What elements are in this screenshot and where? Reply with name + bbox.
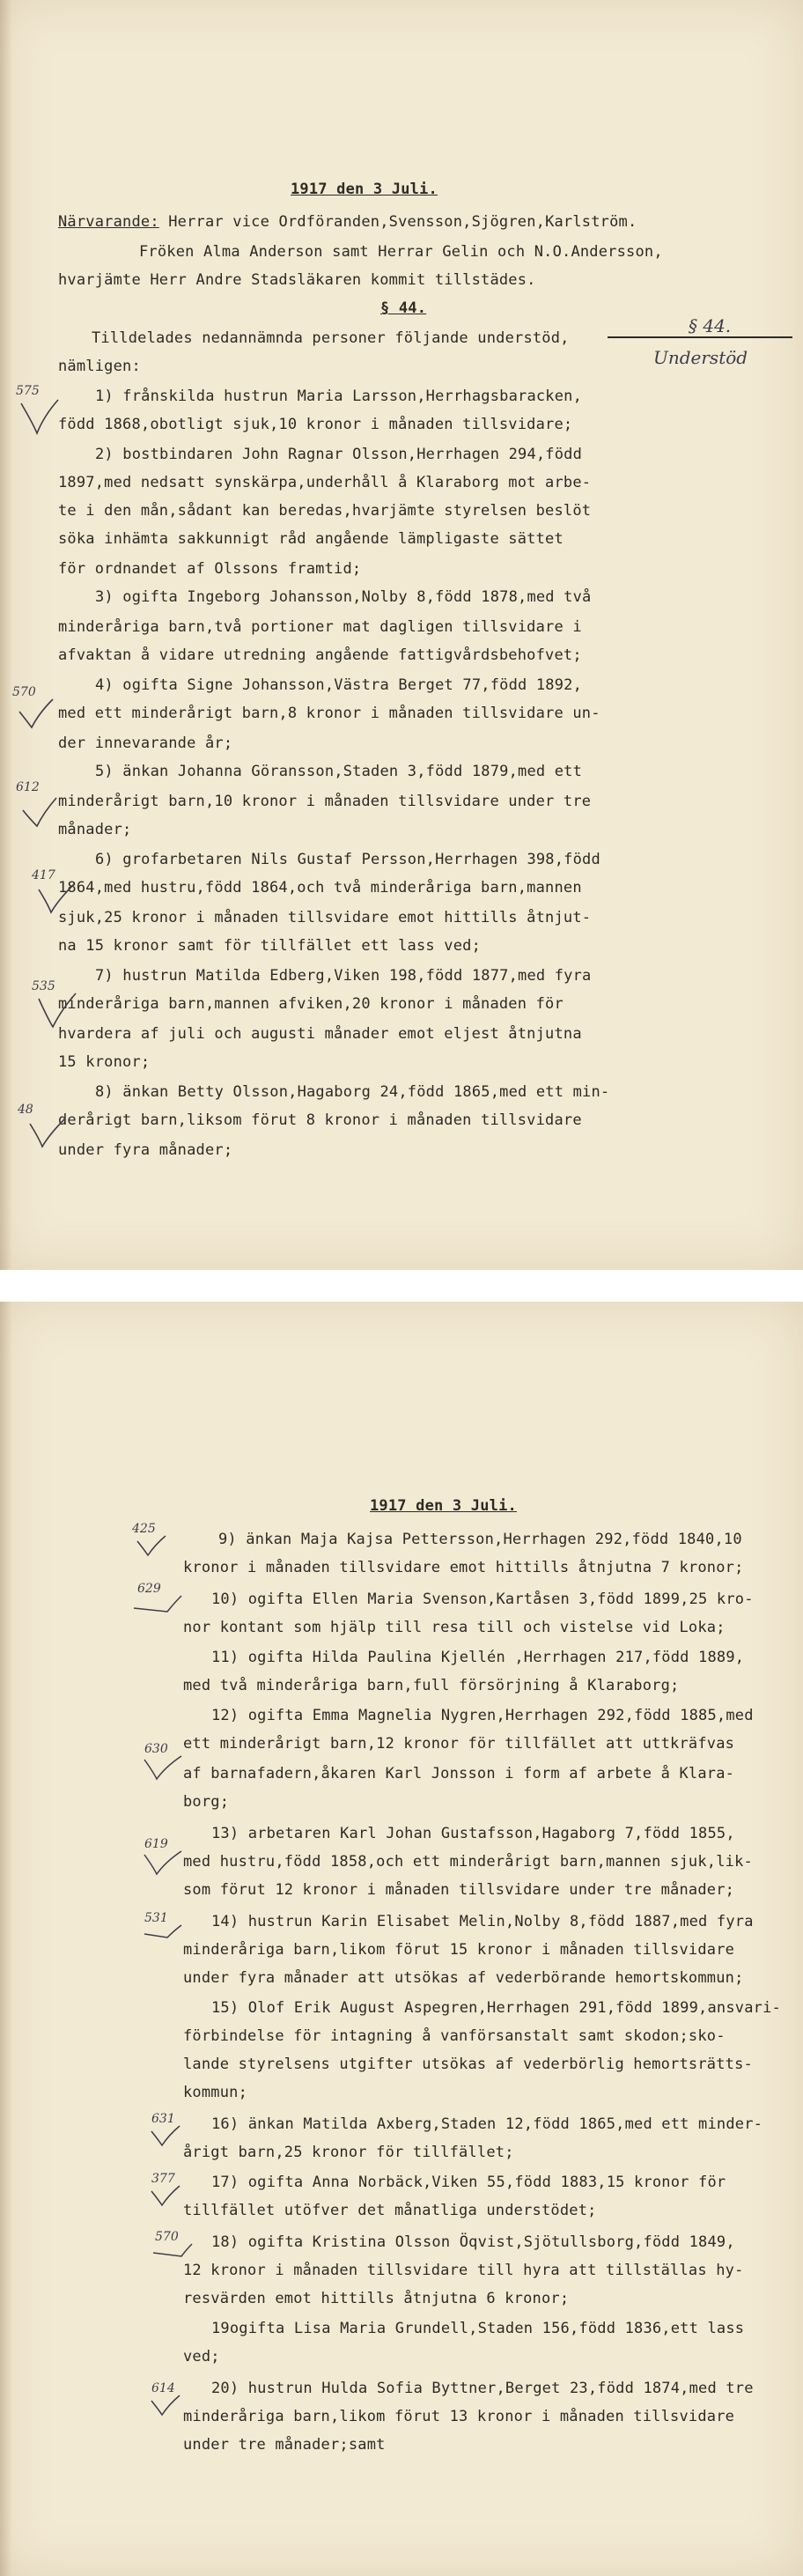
text-line: under fyra månader;: [58, 1141, 233, 1159]
narvarande-label: Närvarande:: [58, 213, 159, 231]
date-header: 1917 den 3 Juli.: [370, 1497, 517, 1515]
margin-case-number: 531: [144, 1911, 168, 1925]
text-line: 20) hustrun Hulda Sofia Byttner,Berget 23,född 1874,med tre: [211, 2380, 754, 2397]
margin-case-number: 629: [137, 1582, 161, 1596]
text-line: 15) Olof Erik August Aspegren,Herrhagen 291,född 1899,ansvari-: [211, 1999, 781, 2017]
check-mark-icon: [35, 881, 79, 916]
text-line: minderåriga barn,likom förut 15 kronor i månaden tillsvidare: [183, 1941, 735, 1959]
text-line: minderårigt barn,10 kronor i månaden tillsvidare under tre: [58, 793, 592, 810]
text-line: hvardera af juli och augusti månader emot eljest åtnjutna: [58, 1025, 582, 1043]
text-line: 18) ogifta Kristina Olsson Öqvist,Sjötullsborg,född 1849,: [211, 2233, 735, 2251]
text-line: 2) bostbindaren John Ragnar Olsson,Herrhagen 294,född: [95, 446, 583, 463]
text-line: nämligen:: [58, 358, 141, 375]
check-mark-icon: [148, 2392, 183, 2418]
check-mark-icon: [141, 1922, 185, 1952]
check-mark-icon: [141, 1753, 185, 1783]
check-mark-icon: [35, 992, 79, 1030]
text-line: ved;: [183, 2348, 220, 2366]
text-line: 16) änkan Matilda Axberg,Staden 12,född 1865,med ett minder-: [211, 2115, 763, 2133]
text-line: kommun;: [183, 2084, 248, 2101]
text-line: söka inhämta sakkunnigt råd angående lämpligaste sättet: [58, 530, 564, 548]
check-mark-icon: [132, 1592, 185, 1619]
check-mark-icon: [141, 1848, 185, 1878]
text-line: Tilldelades nedannämnda personer följande understöd,: [92, 329, 570, 347]
text-line: ett minderårigt barn,12 kronor för tillfället att uttkräfvas: [183, 1735, 735, 1753]
text-line: 17) ogifta Anna Norbäck,Viken 55,född 1883,15 kronor för: [211, 2174, 726, 2191]
margin-case-number: 535: [32, 979, 55, 993]
text-line: nor kontant som hjälp till resa till och vistelse vid Loka;: [183, 1619, 726, 1636]
margin-case-number: 425: [132, 1522, 156, 1536]
text-line: minderåriga barn,två portioner mat dagligen tillsvidare i: [58, 618, 582, 636]
text-line: under tre månader;samt: [183, 2436, 386, 2454]
attendance-text: Herrar vice Ordföranden,Svensson,Sjögren,Karlström.: [168, 213, 637, 231]
text-line: resvärden emot hittills åtnjutna 6 kronor;: [183, 2290, 570, 2307]
margin-case-number: 630: [144, 1742, 168, 1756]
text-line: född 1868,obotligt sjuk,10 kronor i månaden tillsvidare;: [58, 416, 573, 433]
check-mark-icon: [134, 1532, 169, 1559]
text-line: minderåriga barn,mannen afviken,20 kronor i månaden för: [58, 995, 564, 1013]
text-line: förbindelse för intagning å vanförsanstalt samt skodon;sko-: [183, 2027, 726, 2045]
text-line: lande styrelsens utgifter utsökas af vederbörlig hemortsrätts-: [183, 2056, 753, 2073]
text-line: 7) hustrun Matilda Edberg,Viken 198,född 1877,med fyra: [95, 967, 592, 985]
text-line: derårigt barn,liksom förut 8 kronor i månaden tillsvidare: [58, 1111, 582, 1129]
check-mark-icon: [18, 794, 62, 830]
text-line: 4) ogifta Signe Johansson,Västra Berget 77,född 1892,: [95, 676, 583, 694]
margin-case-number: 570: [155, 2230, 179, 2244]
attendance-line-2: Fröken Alma Anderson samt Herrar Gelin och N.O.Andersson,: [139, 243, 663, 261]
text-line: 15 kronor;: [58, 1053, 151, 1071]
text-line: 6) grofarbetaren Nils Gustaf Persson,Herrhagen 398,född: [95, 851, 600, 868]
text-line: minderåriga barn,likom förut 13 kronor i månaden tillsvidare: [183, 2408, 735, 2425]
text-line: 9) änkan Maja Kajsa Pettersson,Herrhagen 292,född 1840,10: [218, 1531, 742, 1548]
text-line: 11) ogifta Hilda Paulina Kjellén ,Herrhagen 217,född 1889,: [211, 1649, 745, 1666]
check-mark-icon: [18, 398, 62, 437]
margin-case-number: 575: [16, 384, 40, 398]
text-line: 3) ogifta Ingeborg Johansson,Nolby 8,född 1878,med två: [95, 588, 592, 606]
text-line: 8) änkan Betty Olsson,Hagaborg 24,född 1865,med ett min-: [95, 1083, 610, 1101]
text-line: 12 kronor i månaden tillsvidare till hyra att tillställas hy-: [183, 2262, 744, 2279]
margin-rule: [608, 336, 792, 338]
text-line: under fyra månader att utsökas af vederbörande hemortskommun;: [183, 1969, 744, 1987]
text-line: sjuk,25 kronor i månaden tillsvidare emot hittills åtnjut-: [58, 909, 592, 926]
margin-case-number: 417: [32, 868, 55, 882]
check-mark-icon: [148, 2122, 183, 2149]
text-line: tillfället utöfver det månatliga understödet;: [183, 2202, 597, 2219]
text-line: kronor i månaden tillsvidare emot hittills åtnjutna 7 kronor;: [183, 1559, 744, 1576]
document-page-1: [0, 0, 803, 1270]
attendance-line-3: hvarjämte Herr Andre Stadsläkaren kommit tillstädes.: [58, 271, 536, 289]
text-line: med två minderåriga barn,full försörjning å Klaraborg;: [183, 1677, 680, 1694]
text-line: 5) änkan Johanna Göransson,Staden 3,född 1879,med ett: [95, 763, 583, 780]
margin-paragraph-note: § 44.: [689, 315, 732, 336]
text-line: 1864,med hustru,född 1864,och två minderåriga barn,mannen: [58, 879, 582, 897]
attendance-line-1: [58, 213, 637, 231]
margin-case-number: 631: [151, 2112, 175, 2126]
text-line: 1) frånskilda hustrun Maria Larsson,Herrhagsbaracken,: [95, 388, 583, 405]
text-line: 19ogifta Lisa Maria Grundell,Staden 156,född 1836,ett lass: [211, 2320, 745, 2337]
margin-case-number: 619: [144, 1837, 168, 1851]
check-mark-icon: [151, 2240, 195, 2267]
text-line: der innevarande år;: [58, 734, 233, 752]
text-line: som förut 12 kronor i månaden tillsvidare under tre månader;: [183, 1881, 735, 1899]
date-header: 1917 den 3 Juli.: [291, 181, 438, 198]
margin-understod-note: Understöd: [653, 347, 748, 368]
text-line: af barnafadern,åkaren Karl Jonsson i form af arbete å Klara-: [183, 1765, 735, 1783]
text-line: för ordnandet af Olssons framtid;: [58, 560, 362, 578]
text-line: afvaktan å vidare utredning angående fattigvårdsbehofvet;: [58, 646, 582, 664]
text-line: med hustru,född 1858,och ett minderårigt barn,mannen sjuk,lik-: [183, 1853, 753, 1871]
text-line: na 15 kronor samt för tillfället ett lass ved;: [58, 937, 482, 955]
margin-case-number: 377: [151, 2172, 175, 2186]
margin-case-number: 570: [12, 685, 36, 699]
text-line: med ett minderårigt barn,8 kronor i månaden tillsvidare un-: [58, 705, 600, 722]
text-line: 1897,med nedsatt synskärpa,underhåll å Klaraborg mot arbe-: [58, 474, 592, 491]
paragraph-number: § 44.: [380, 299, 427, 317]
text-line: månader;: [58, 821, 132, 838]
check-mark-icon: [148, 2182, 183, 2209]
text-line: 13) arbetaren Karl Johan Gustafsson,Hagaborg 7,född 1855,: [211, 1825, 735, 1842]
check-mark-icon: [14, 696, 58, 731]
margin-case-number: 612: [16, 780, 40, 794]
text-line: 14) hustrun Karin Elisabet Melin,Nolby 8,född 1887,med fyra: [211, 1913, 754, 1930]
document-page-2: [0, 1302, 803, 2576]
text-line: borg;: [183, 1793, 230, 1811]
text-line: 10) ogifta Ellen Maria Svenson,Kartåsen 3,född 1899,25 kro-: [211, 1591, 754, 1608]
margin-case-number: 48: [18, 1103, 33, 1117]
text-line: årigt barn,25 kronor för tillfället;: [183, 2144, 514, 2161]
margin-case-number: 614: [151, 2381, 175, 2395]
text-line: te i den mån,sådant kan beredas,hvarjämte styrelsen beslöt: [58, 502, 592, 520]
text-line: 12) ogifta Emma Magnelia Nygren,Herrhagen 292,född 1885,med: [211, 1707, 754, 1724]
check-mark-icon: [26, 1115, 70, 1150]
